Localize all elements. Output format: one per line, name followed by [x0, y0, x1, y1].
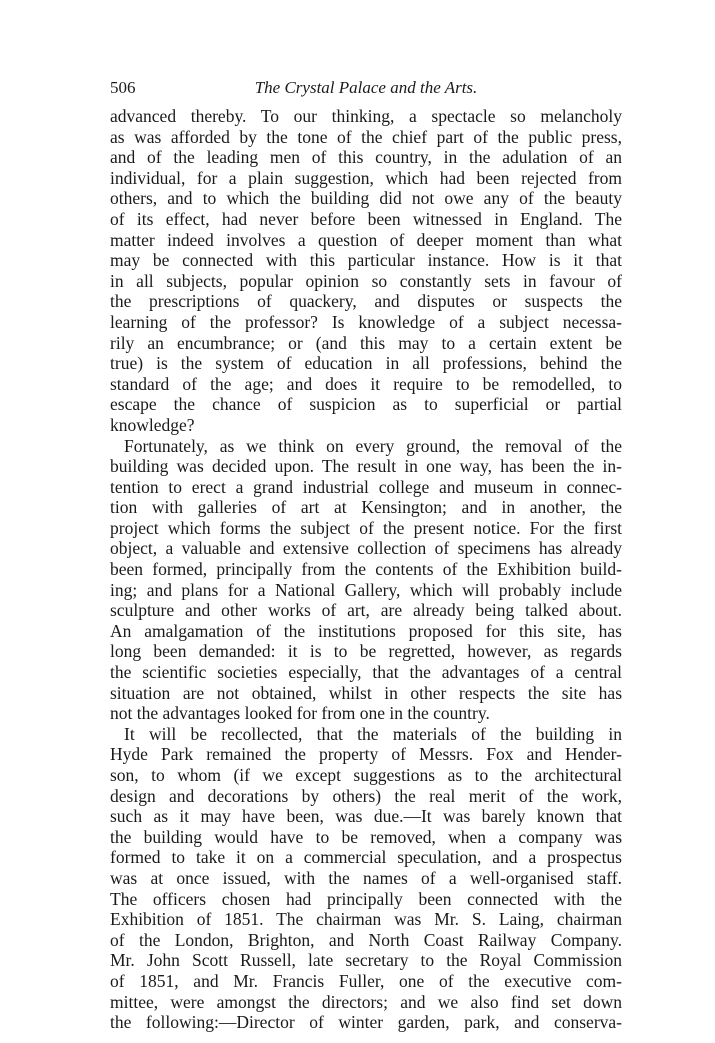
- text-line: others, and to which the building did not owe any of the beauty: [110, 188, 622, 209]
- text-line: son, to whom (if we except suggestions as to the architectural: [110, 765, 622, 785]
- book-page: [110, 78, 622, 1033]
- text-line: may be connected with this particular instance. How is it that: [110, 250, 622, 271]
- text-line: been formed, principally from the contents of the Exhibition build-: [110, 559, 622, 580]
- text-line: the scientific societies especially, that the advantages of a central: [110, 662, 622, 683]
- page-number: 506: [110, 78, 136, 97]
- text-line: of the London, Brighton, and North Coast Railway Company.: [110, 929, 622, 950]
- text-line: the building would have to be removed, when a company was: [110, 826, 622, 847]
- text-line: tention to erect a grand industrial college and museum in connec-: [110, 476, 622, 497]
- running-title: The Crystal Palace and the Arts.: [254, 78, 478, 97]
- text-line: of its effect, had never before been witnessed in England. The: [110, 208, 622, 229]
- text-line: mittee, were amongst the directors; and we also find set down: [110, 991, 622, 1012]
- text-line: Mr. John Scott Russell, late secretary to the Royal Commission: [110, 950, 622, 971]
- text-line: individual, for a plain suggestion, which had been rejected from: [110, 167, 622, 188]
- text-line: matter indeed involves a question of deeper moment than what: [110, 229, 622, 250]
- text-line: sculpture and other works of art, are already being talked about.: [110, 600, 622, 621]
- text-line: knowledge?: [110, 414, 195, 435]
- text-line: object, a valuable and extensive collection of specimens has already: [110, 538, 622, 559]
- text-line: such as it may have been, was due.—It was barely known that: [110, 806, 622, 827]
- text-line: An amalgamation of the institutions proposed for this site, has: [110, 620, 622, 641]
- text-line: design and decorations by others) the real merit of the work,: [110, 785, 622, 806]
- text-line: Exhibition of 1851. The chairman was Mr. S. Laing, chairman: [110, 909, 622, 930]
- text-line: rily an encumbrance; or (and this may to a certain extent be: [110, 332, 622, 353]
- text-line: building was decided upon. The result in one way, has been the in-: [110, 456, 622, 477]
- text-line: the prescriptions of quackery, and disputes or suspects the: [110, 291, 622, 312]
- text-line: true) is the system of education in all professions, behind the: [110, 353, 622, 374]
- text-line: Fortunately, as we think on every ground, the removal of the: [124, 435, 622, 456]
- text-line: advanced thereby. To our thinking, a spectacle so melancholy: [110, 106, 622, 126]
- text-line: as was afforded by the tone of the chief part of the public press,: [110, 126, 622, 147]
- text-line: was at once issued, with the names of a well-organised staff.: [110, 867, 622, 888]
- page-header: [110, 78, 622, 106]
- text-line: long been demanded: it is to be regretted, however, as regards: [110, 641, 622, 662]
- text-line: of 1851, and Mr. Francis Fuller, one of the executive com-: [110, 970, 622, 991]
- text-line: the following:—Director of winter garden, park, and conserva-: [110, 1012, 622, 1033]
- text-line: and of the leading men of this country, in the adulation of an: [110, 147, 622, 168]
- body-text: [110, 106, 622, 1033]
- text-line: tion with galleries of art at Kensington; and in another, the: [110, 497, 622, 518]
- text-line: It will be recollected, that the materials of the building in: [124, 723, 622, 744]
- text-line: escape the chance of suspicion as to superficial or partial: [110, 394, 622, 415]
- text-line: not the advantages looked for from one in the country.: [110, 703, 490, 724]
- text-line: ing; and plans for a National Gallery, which will probably include: [110, 579, 622, 600]
- text-line: in all subjects, popular opinion so constantly sets in favour of: [110, 270, 622, 291]
- text-line: project which forms the subject of the present notice. For the first: [110, 517, 622, 538]
- text-line: standard of the age; and does it require to be remodelled, to: [110, 373, 622, 394]
- text-line: formed to take it on a commercial speculation, and a prospectus: [110, 847, 622, 868]
- text-line: Hyde Park remained the property of Messrs. Fox and Hender-: [110, 744, 622, 765]
- text-line: learning of the professor? Is knowledge of a subject necessa-: [110, 311, 622, 332]
- text-line: situation are not obtained, whilst in other respects the site has: [110, 682, 622, 703]
- text-line: The officers chosen had principally been connected with the: [110, 888, 622, 909]
